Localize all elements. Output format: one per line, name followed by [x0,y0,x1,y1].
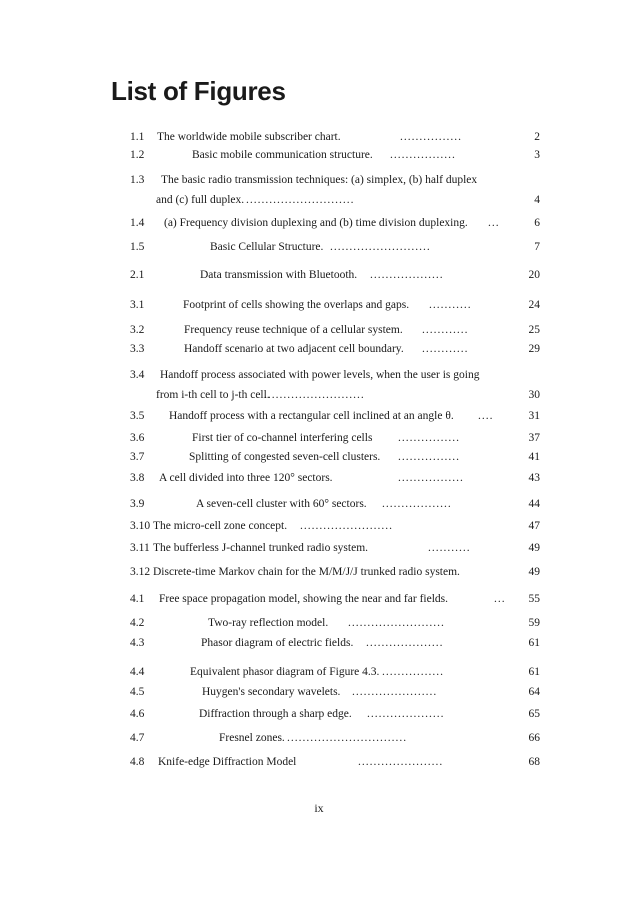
figure-title: Basic Cellular Structure. [210,241,324,253]
figure-title: The bufferless J-channel trunked radio system. [153,542,369,554]
page-ref: 43 [528,472,540,484]
figure-title: Splitting of congested seven-cell clusters. [189,451,381,463]
page-ref: 30 [528,389,540,401]
figure-title: The worldwide mobile subscriber chart. [157,131,341,143]
page-ref: 47 [528,520,540,532]
page-ref: 20 [528,269,540,281]
page-ref: 61 [528,666,540,678]
page-ref: 4 [534,194,540,206]
page-ref: 7 [534,241,540,253]
figure-title: Discrete-time Markov chain for the M/M/J/J trunked radio system. [153,566,460,578]
page-ref: 25 [528,324,540,336]
dot-leader: ............................... [287,732,408,744]
dot-leader: ........... [428,542,471,554]
dot-leader: ............ [422,324,469,336]
page-ref: 6 [534,217,540,229]
page-ref: 49 [528,542,540,554]
page-ref: 24 [528,299,540,311]
page-ref: 68 [528,756,540,768]
figure-number: 4.2 [130,617,145,629]
dot-leader: ................. [390,149,456,161]
dot-leader: ... [488,217,500,229]
page-ref: 66 [528,732,540,744]
dot-leader: ...................... [352,686,438,698]
page-ref: 64 [528,686,540,698]
dot-leader: .................... [366,637,444,649]
figure-number: 3.9 [130,498,145,510]
figure-number: 1.2 [130,149,145,161]
figure-number: 3.12 [130,566,151,578]
page-ref: 3 [534,149,540,161]
figure-number: 4.8 [130,756,145,768]
figure-number: 3.8 [130,472,145,484]
dot-leader: ................ [398,432,460,444]
figure-title: First tier of co-channel interfering cells [192,432,373,444]
dot-leader: ................... [370,269,444,281]
page-ref: 65 [528,708,540,720]
dot-leader: ........................ [300,520,393,532]
dot-leader: .......................... [330,241,431,253]
figure-number: 3.10 [130,520,151,532]
figure-number: 2.1 [130,269,145,281]
dot-leader: ............ [422,343,469,355]
figure-title: (a) Frequency division duplexing and (b) time division duplexing. [164,217,468,229]
figure-number: 1.4 [130,217,145,229]
page-ref: 37 [528,432,540,444]
figure-title: Handoff process associated with power levels, when the user is going [160,369,480,381]
figure-number: 1.1 [130,131,145,143]
figure-title: Handoff scenario at two adjacent cell boundary. [184,343,404,355]
page-number: ix [314,801,324,815]
figure-number: 1.3 [130,174,145,186]
figure-title: Equivalent phasor diagram of Figure 4.3. [190,666,380,678]
page-ref: 29 [528,343,540,355]
figure-number: 3.1 [130,299,145,311]
figure-number: 3.11 [130,542,150,554]
figure-number: 3.5 [130,410,145,422]
page-ref: 44 [528,498,540,510]
figure-title: Handoff process with a rectangular cell inclined at an angle θ. [169,410,454,422]
figure-number: 4.1 [130,593,145,605]
page-title: List of Figures [111,76,286,106]
dot-leader: ............................ [246,194,355,206]
figure-title: A cell divided into three 120° sectors. [159,472,333,484]
figure-title: A seven-cell cluster with 60° sectors. [196,498,367,510]
figure-title: Knife-edge Diffraction Model [158,756,297,768]
figure-title: Basic mobile communication structure. [192,149,373,161]
figure-title: The micro-cell zone concept. [153,520,288,532]
page-ref: 49 [528,566,540,578]
page-ref: 41 [528,451,540,463]
dot-leader: .... [478,410,494,422]
figure-title: Fresnel zones. [219,732,285,744]
figure-title: Free space propagation model, showing the near and far fields. [159,593,448,605]
figure-title: Footprint of cells showing the overlaps and gaps. [183,299,410,311]
dot-leader: ................. [398,472,464,484]
figure-number: 3.3 [130,343,145,355]
dot-leader: ................ [398,451,460,463]
figure-title: Frequency reuse technique of a cellular system. [184,324,403,336]
dot-leader: ........... [429,299,472,311]
page-ref: 55 [528,593,540,605]
dot-leader: .................... [367,708,445,720]
dot-leader: .................. [382,498,452,510]
figure-number: 4.7 [130,732,145,744]
dot-leader: .......................... [264,389,365,401]
figure-number: 3.2 [130,324,145,336]
figure-number: 4.4 [130,666,145,678]
page-ref: 61 [528,637,540,649]
figure-title-continuation: and (c) full duplex. [156,194,245,206]
dot-leader: ...................... [358,756,444,768]
figure-title: Data transmission with Bluetooth. [200,269,358,281]
figure-number: 1.5 [130,241,145,253]
figure-title-continuation: from i-th cell to j-th cell. [156,389,270,401]
figure-number: 4.3 [130,637,145,649]
dot-leader: ................ [382,666,444,678]
page-ref: 31 [528,410,540,422]
page-ref: 59 [528,617,540,629]
dot-leader: ......................... [348,617,445,629]
figure-title: The basic radio transmission techniques: (a) simplex, (b) half duplex [161,174,478,186]
figure-title: Huygen's secondary wavelets. [202,686,341,698]
figure-title: Two-ray reflection model. [208,617,329,629]
figure-number: 3.6 [130,432,145,444]
figure-title: Diffraction through a sharp edge. [199,708,352,720]
figure-number: 3.7 [130,451,145,463]
figure-number: 3.4 [130,369,145,381]
figure-number: 4.6 [130,708,145,720]
figure-title: Phasor diagram of electric fields. [201,637,354,649]
dot-leader: ... [494,593,506,605]
figure-number: 4.5 [130,686,145,698]
page-ref: 2 [534,131,540,143]
dot-leader: ................ [400,131,462,143]
